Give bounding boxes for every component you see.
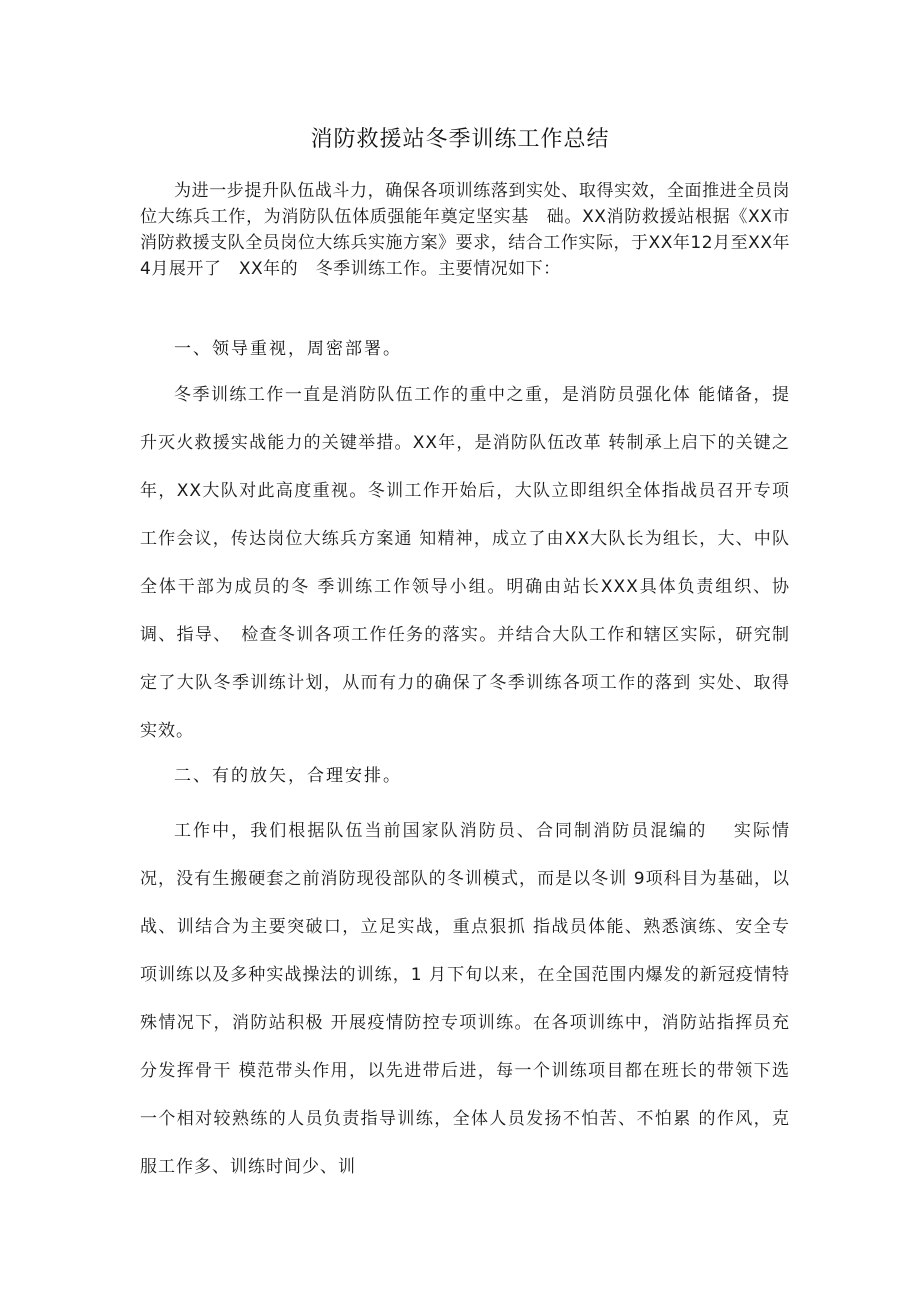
section-body-1-text: 冬季训练工作一直是消防队伍工作的重中之重，是消防员强化体 能储备，提升灭火救援实战能力的关键举措。XX年，是消防队伍改革 转制承上启下的关键之年，XX大队对此高度重视。冬训工作开始后，大队立即组织全体指战员召开专项工作会议，传达岗位大练兵方案通 知精神，成立了由XX大队长为组长，大、中队全体干部为成员的冬 季训练工作领导小组。明确由站长XXX具体负责组织、协调、指导、 检查冬训各项工作任务的落实。并结合大队工作和辖区实际，研究制 定了大队冬季训练计划，从而有力的确保了冬季训练各项工作的落到 实处、取得实效。 (140, 385, 790, 741)
section-heading-2: 二、有的放矢，合理安排。 (174, 766, 402, 786)
section-heading-1: 一、领导重视，周密部署。 (174, 339, 402, 359)
section-body-1 (140, 371, 790, 755)
intro-paragraph (140, 178, 790, 282)
section-body-2-text: 工作中，我们根据队伍当前国家队消防员、合同制消防员混编的 实际情况，没有生搬硬套之前消防现役部队的冬训模式，而是以冬训 9项科目为基础，以战、训结合为主要突破口，立足实战，重点狠抓 指战员体能、熟悉演练、安全专项训练以及多种实战操法的训练，1 月下旬以来，在全国范围内爆发的新冠疫情特殊情况下，消防站积极 开展疫情防控专项训练。在各项训练中，消防站指挥员充分发挥骨干 模范带头作用，以先进带后进，每一个训练项目都在班长的带领下选 一个相对较熟练的人员负责指导训练，全体人员发扬不怕苦、不怕累 的作风，克服工作多、训练时间少、训 (140, 821, 808, 1177)
section-body-2 (140, 807, 808, 1191)
intro-text: 为进一步提升队伍战斗力，确保各项训练落到实处、取得实效，全面推进全员岗位大练兵工作，为消防队伍体质强能年奠定坚实基 础。XX消防救援站根据《XX市消防救援支队全员岗位大练兵实施方案》要求，结合工作实际，于XX年12月至XX年4月展开了 XX年的 冬季训练工作。主要情况如下： (140, 181, 790, 279)
document-title: 消防救援站冬季训练工作总结 (310, 127, 610, 152)
